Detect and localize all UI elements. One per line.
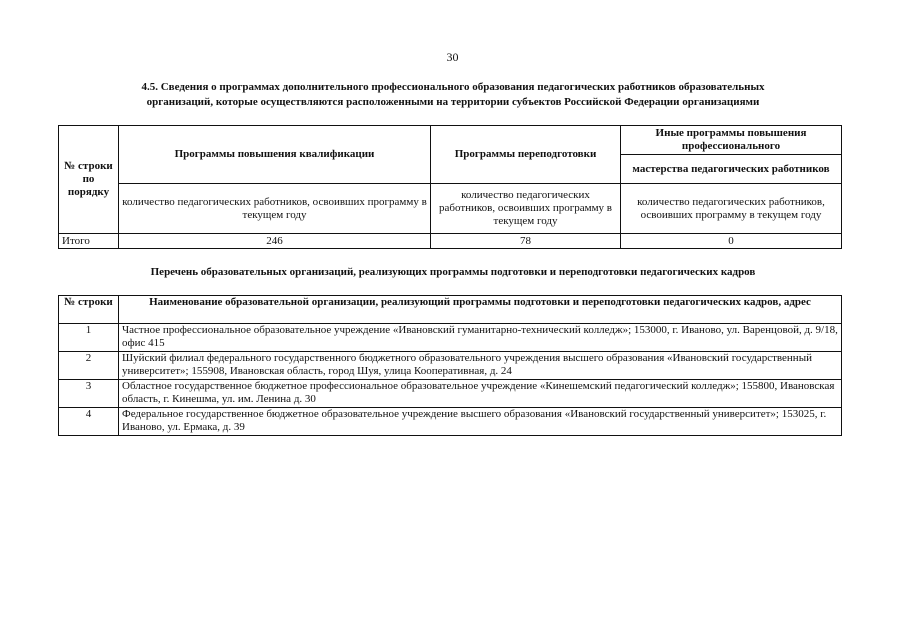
page-number: 30 bbox=[446, 50, 459, 64]
section-title-line-1: 4.5. Сведения о программах дополнительного профессионального образования педагогических работников образовательных bbox=[141, 81, 765, 93]
row-number: 3 bbox=[59, 380, 119, 408]
subheader-retraining-count: количество педагогических работников, освоивших программу в текущем году bbox=[431, 184, 621, 234]
table-row bbox=[59, 408, 842, 436]
row-number: 1 bbox=[59, 324, 119, 352]
header-other-programs: Иные программы повышения профессионального bbox=[621, 126, 842, 155]
organization-name: Шуйский филиал федерального государственного бюджетного образовательного учреждения высшего образования «Ивановский государственный университет»; 155908, Ивановская область, город Шуя, улица Кооперативная, д. 24 bbox=[119, 352, 842, 380]
table-row bbox=[59, 324, 842, 352]
subheader-other-count: количество педагогических работников, освоивших программу в текущем году bbox=[621, 184, 842, 234]
organizations-table bbox=[58, 295, 842, 436]
row-number: 2 bbox=[59, 352, 119, 380]
header-other-programs-cont: мастерства педагогических работников bbox=[621, 155, 842, 184]
section-title-line-2: организаций, которые осуществляются расположенными на территории субъектов Российской Федерации организациями bbox=[146, 96, 760, 108]
total-retraining: 78 bbox=[431, 234, 621, 249]
organizations-list-title: Перечень образовательных организаций, реализующих программы подготовки и переподготовки педагогических кадров bbox=[150, 266, 756, 278]
organization-name: Федеральное государственное бюджетное образовательное учреждение высшего образования «Ивановский государственный университет»; 153025, г. Иваново, ул. Ермака, д. 39 bbox=[119, 408, 842, 436]
header-qualification: Программы повышения квалификации bbox=[119, 126, 431, 184]
header-retraining: Программы переподготовки bbox=[431, 126, 621, 184]
header-organization-name: Наименование образовательной организации, реализующий программы подготовки и переподготовки педагогических кадров, адрес bbox=[119, 296, 842, 324]
total-label: Итого bbox=[59, 234, 119, 249]
header-row-number: № строки по порядку bbox=[59, 126, 119, 234]
subheader-qualification-count: количество педагогических работников, освоивших программу в текущем году bbox=[119, 184, 431, 234]
section-title bbox=[60, 80, 846, 110]
total-other: 0 bbox=[621, 234, 842, 249]
organization-name: Частное профессиональное образовательное учреждение «Ивановский гуманитарно-технический колледж»; 153000, г. Иваново, ул. Варенцовой, д. 9/18, офис 415 bbox=[119, 324, 842, 352]
programs-table bbox=[58, 125, 842, 249]
total-row bbox=[59, 234, 842, 249]
organization-name: Областное государственное бюджетное профессиональное образовательное учреждение «Кинешемский педагогический колледж»; 155800, Ивановская область, г. Кинешма, ул. им. Ленина д. 30 bbox=[119, 380, 842, 408]
row-number: 4 bbox=[59, 408, 119, 436]
table-row bbox=[59, 352, 842, 380]
total-qualification: 246 bbox=[119, 234, 431, 249]
header-row-number: № строки bbox=[59, 296, 119, 324]
table-row bbox=[59, 380, 842, 408]
